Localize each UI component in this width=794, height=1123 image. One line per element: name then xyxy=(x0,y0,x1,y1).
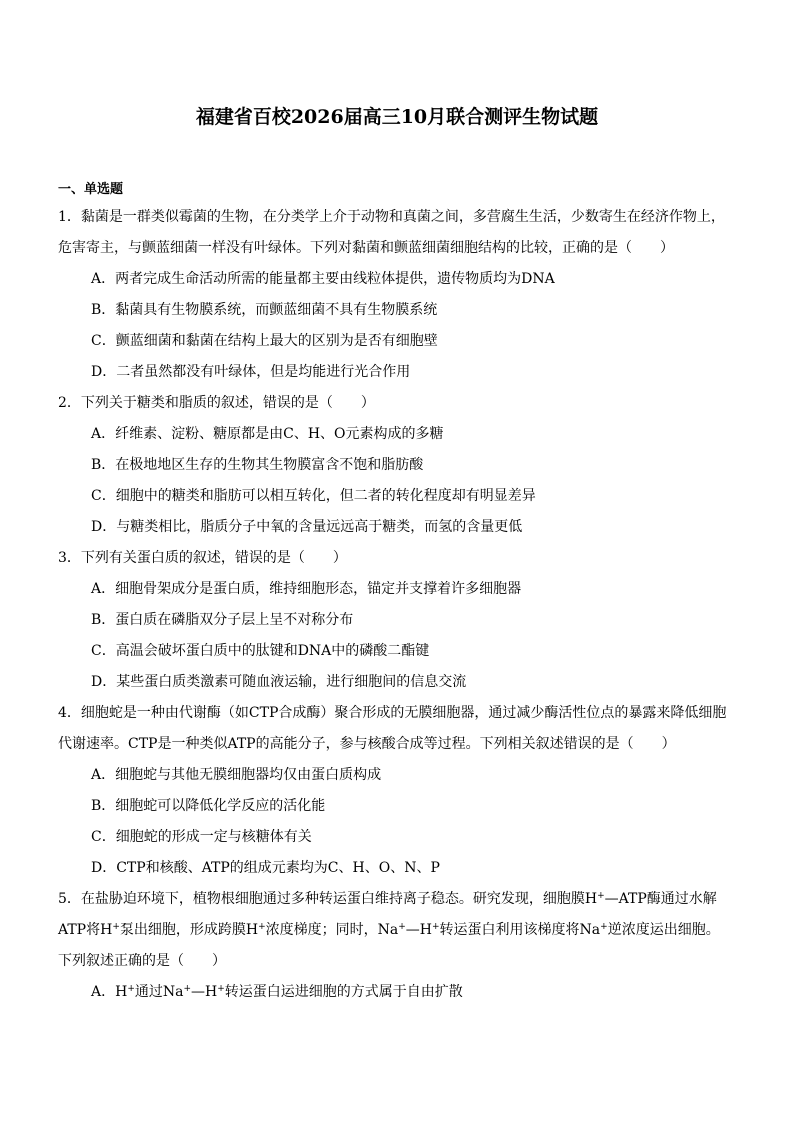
option-c: C．高温会破坏蛋白质中的肽键和DNA中的磷酸二酯键 xyxy=(91,643,430,659)
option-a: A．纤维素、淀粉、糖原都是由C、H、O元素构成的多糖 xyxy=(91,426,444,442)
option-b: B．在极地地区生存的生物其生物膜富含不饱和脂肪酸 xyxy=(91,457,424,473)
option-c: C．颤蓝细菌和黏菌在结构上最大的区别为是否有细胞壁 xyxy=(91,333,438,349)
option-d: D．CTP和核酸、ATP的组成元素均为C、H、O、N、P xyxy=(91,860,440,876)
option-d: D．二者虽然都没有叶绿体，但是均能进行光合作用 xyxy=(91,364,411,380)
page-title: 福建省百校2026届高三10月联合测评生物试题 xyxy=(195,106,599,128)
section-heading: 一、单选题 xyxy=(58,182,124,197)
option-c: C．细胞中的糖类和脂肪可以相互转化，但二者的转化程度却有明显差异 xyxy=(91,488,536,504)
option-a: A．两者完成生命活动所需的能量都主要由线粒体提供，遗传物质均为DNA xyxy=(91,271,555,287)
question-5 xyxy=(58,884,738,1008)
option-b: B．细胞蛇可以降低化学反应的活化能 xyxy=(91,798,326,814)
option-c: C．细胞蛇的形成一定与核糖体有关 xyxy=(91,829,312,845)
option-a: A．细胞骨架成分是蛋白质，维持细胞形态，锚定并支撑着许多细胞器 xyxy=(91,581,522,597)
question-list xyxy=(58,202,738,1008)
option-a: A．H+通过Na+—H+转运蛋白运进细胞的方式属于自由扩散 xyxy=(91,984,463,1000)
option-b: B．黏菌具有生物膜系统，而颤蓝细菌不具有生物膜系统 xyxy=(91,302,438,318)
question-1 xyxy=(58,202,738,388)
option-b: B．蛋白质在磷脂双分子层上呈不对称分布 xyxy=(91,612,354,628)
option-a: A．细胞蛇与其他无膜细胞器均仅由蛋白质构成 xyxy=(91,767,382,783)
question-stem: 4．细胞蛇是一种由代谢酶（如CTP合成酶）聚合形成的无膜细胞器，通过减少酶活性位点的暴露来降低细胞代谢速率。CTP是一种类似ATP的高能分子，参与核酸合成等过程。下列相关叙述错误的是（ ） xyxy=(58,705,727,752)
question-stem: 5．在盐胁迫环境下，植物根细胞通过多种转运蛋白维持离子稳态。研究发现，细胞膜H+—ATP酶通过水解ATP将H+泵出细胞，形成跨膜H+浓度梯度；同时，Na+—H+转运蛋白利用该梯度将Na+逆浓度运出细胞。 下列叙述正确的是（ ） xyxy=(58,891,720,969)
question-2 xyxy=(58,388,738,543)
option-d: D．与糖类相比，脂质分子中氧的含量远远高于糖类，而氢的含量更低 xyxy=(91,519,523,535)
option-d: D．某些蛋白质类激素可随血液运输，进行细胞间的信息交流 xyxy=(91,674,467,690)
question-3 xyxy=(58,543,738,698)
question-stem: 2．下列关于糖类和脂质的叙述，错误的是（ ） xyxy=(58,395,375,411)
question-4 xyxy=(58,698,738,884)
question-stem: 3．下列有关蛋白质的叙述，错误的是（ ） xyxy=(58,550,347,566)
question-stem: 1．黏菌是一群类似霉菌的生物，在分类学上介于动物和真菌之间，多营腐生生活，少数寄生在经济作物上，危害寄主，与颤蓝细菌一样没有叶绿体。下列对黏菌和颤蓝细菌细胞结构的比较，正确的是（ ） xyxy=(58,209,725,256)
